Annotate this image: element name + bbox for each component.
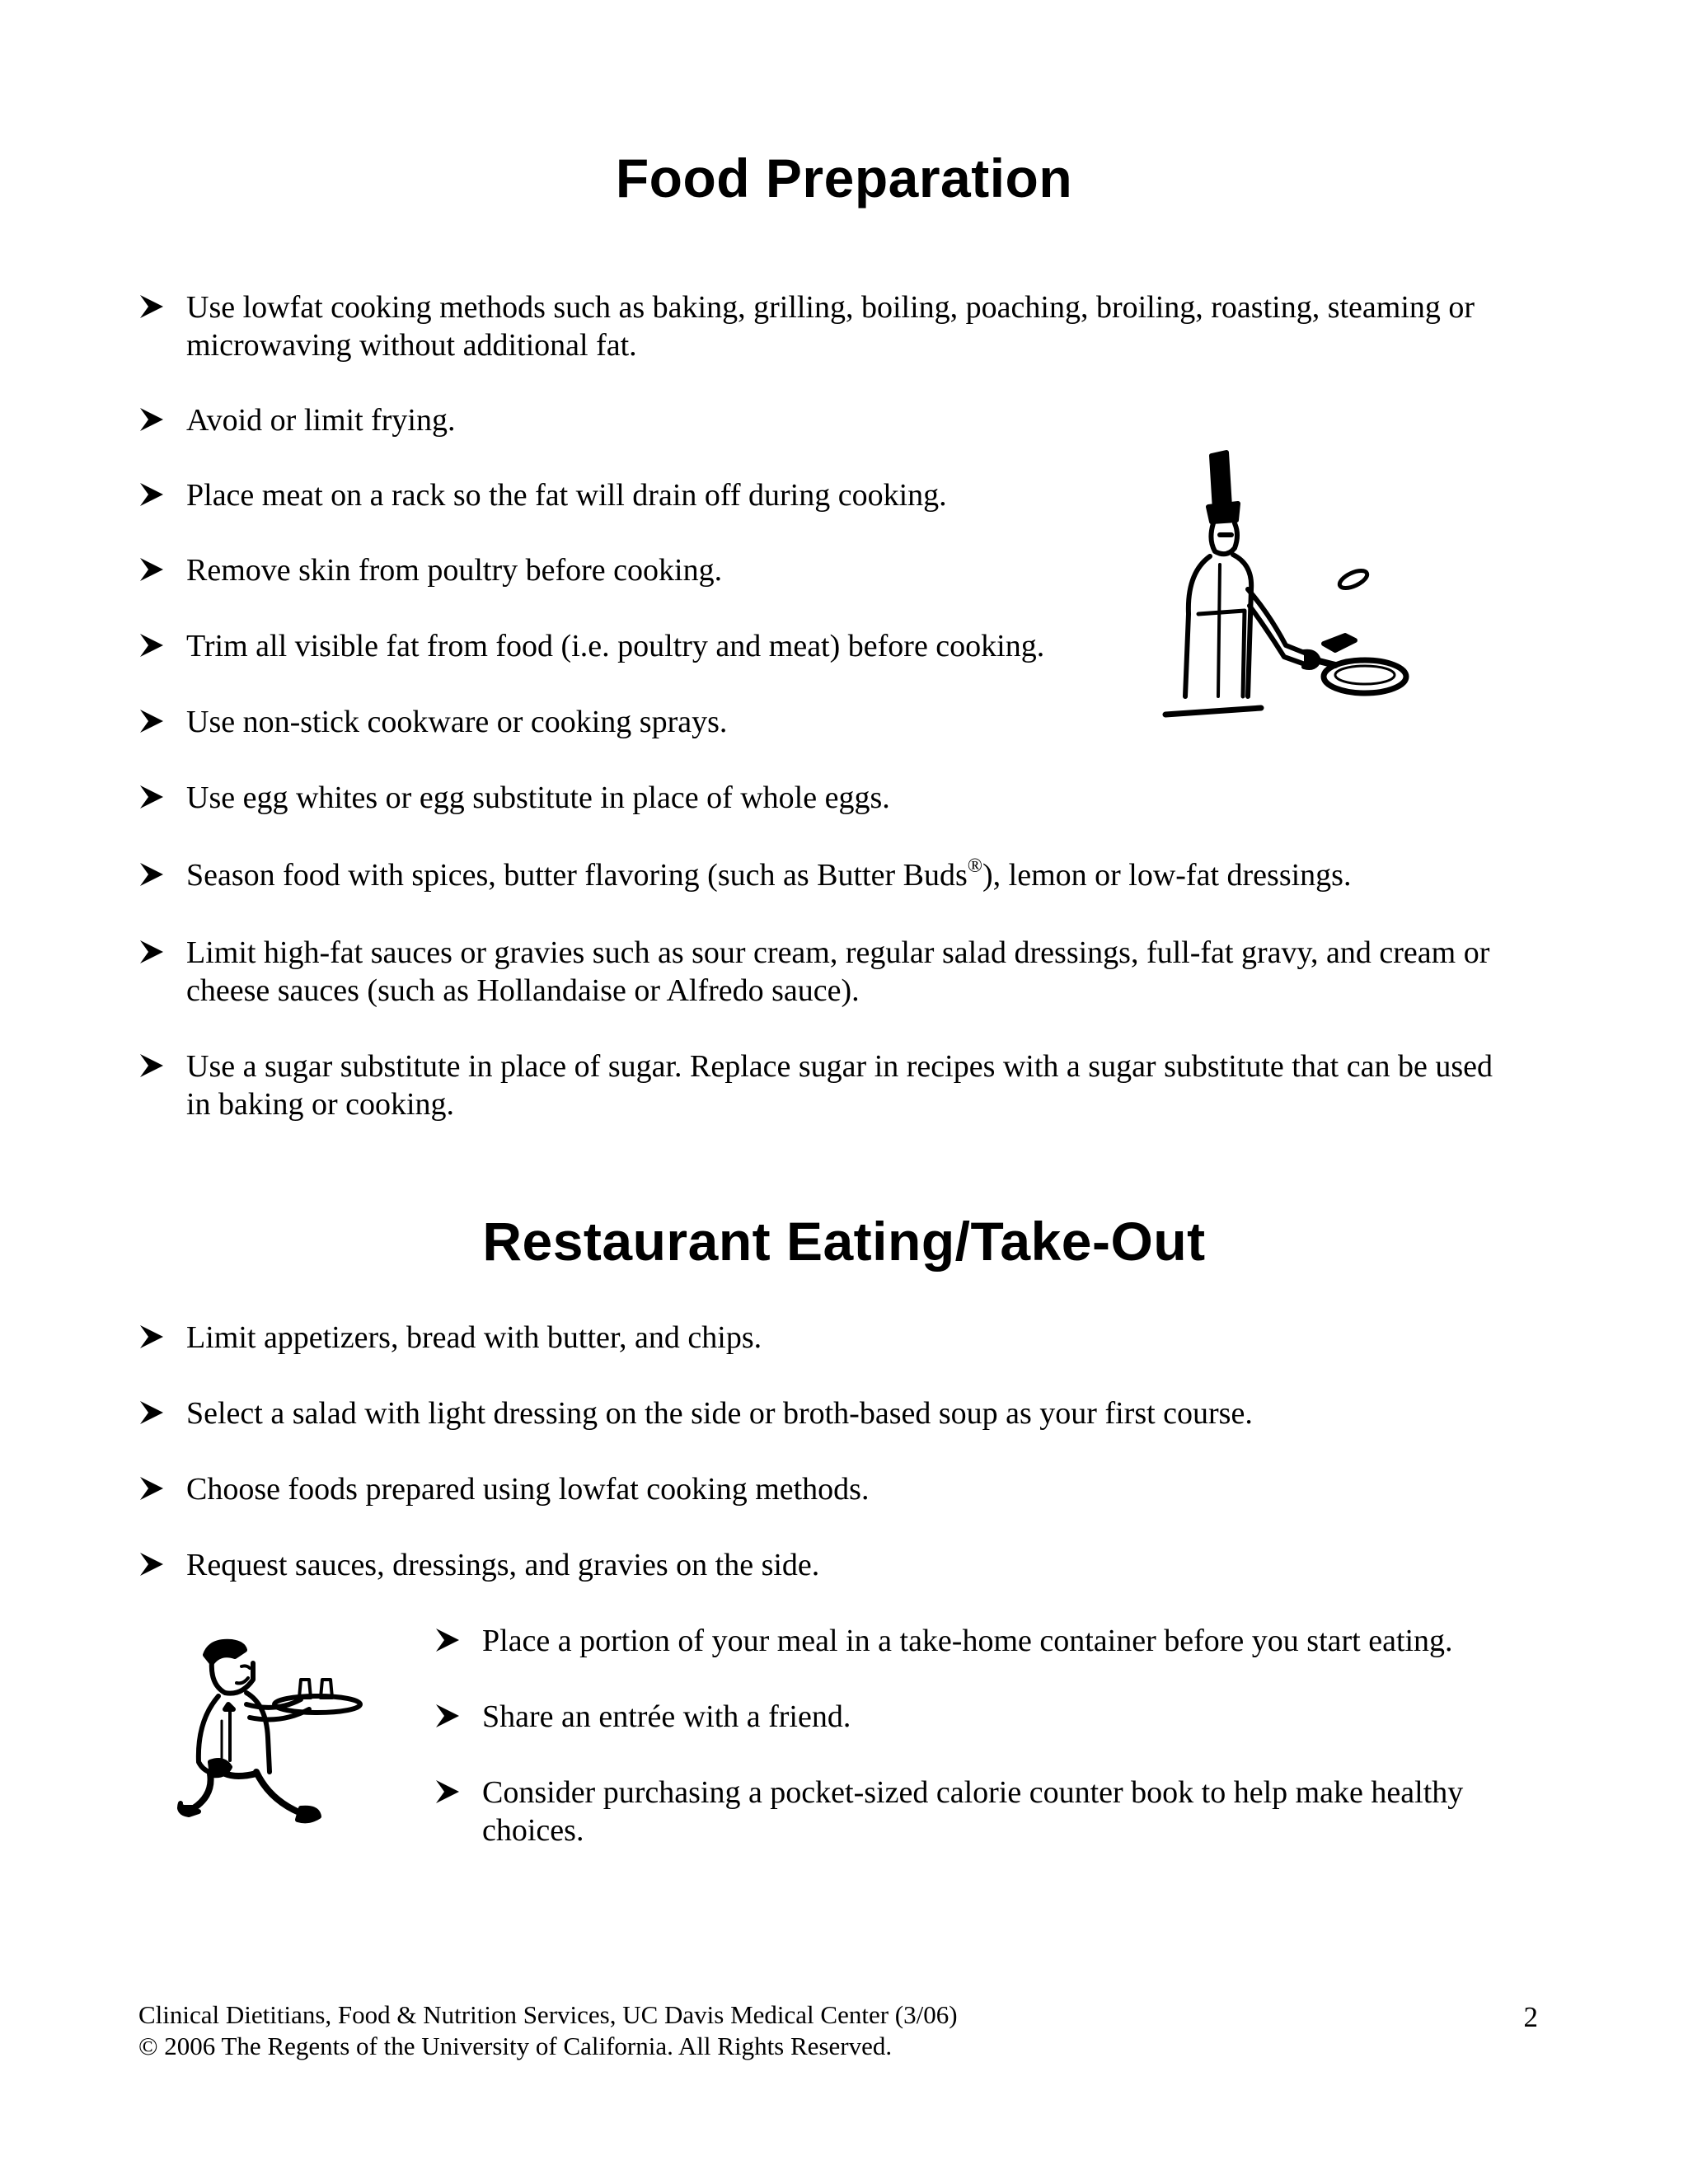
list-item-text: Place a portion of your meal in a take-home container before you start eating. — [482, 1624, 1453, 1658]
registered-mark: ® — [967, 855, 982, 877]
arrow-bullet-icon — [138, 1396, 165, 1429]
list-item-text: Place meat on a rack so the fat will drain off during cooking. — [186, 478, 947, 513]
season-text-before: Season food with spices, butter flavoring (such as Butter Buds — [186, 858, 968, 893]
arrow-bullet-icon — [434, 1775, 461, 1808]
footer-credit-line: Clinical Dietitians, Food & Nutrition Services, UC Davis Medical Center (3/06) — [138, 2000, 958, 2029]
list-item-text: Limit high-fat sauces or gravies such as sour cream, regular salad dressings, full-fat gravy, and cream or cheese sauces (such as Hollandaise or Alfredo sauce). — [186, 935, 1490, 1008]
arrow-bullet-icon — [138, 858, 165, 891]
list-item-text: Request sauces, dressings, and gravies on the side. — [186, 1548, 820, 1582]
list-item-text: Use a sugar substitute in place of sugar. Replace sugar in recipes with a sugar substitute that can be used in baking or cooking. — [186, 1049, 1493, 1122]
chef-cooking-with-frying-pan-icon — [1162, 449, 1409, 729]
arrow-bullet-icon — [138, 403, 165, 436]
arrow-bullet-icon — [138, 629, 165, 662]
footer-copyright-line: © 2006 The Regents of the University of California. All Rights Reserved. — [138, 2032, 893, 2060]
restaurant-eating-title: Restaurant Eating/Take-Out — [482, 1211, 1206, 1272]
list-item-text: Share an entrée with a friend. — [482, 1699, 851, 1734]
arrow-bullet-icon — [138, 1320, 165, 1353]
arrow-bullet-icon — [434, 1699, 461, 1732]
page-number: 2 — [1523, 2001, 1538, 2033]
arrow-bullet-icon — [138, 780, 165, 813]
arrow-bullet-icon — [138, 478, 165, 511]
arrow-bullet-icon — [138, 935, 165, 968]
list-item-text: Use non-stick cookware or cooking sprays. — [186, 705, 728, 739]
arrow-bullet-icon — [138, 1472, 165, 1505]
arrow-bullet-icon — [138, 290, 165, 323]
list-item-text: Choose foods prepared using lowfat cooking methods. — [186, 1472, 870, 1507]
arrow-bullet-icon — [138, 1049, 165, 1082]
arrow-bullet-icon — [138, 705, 165, 738]
food-preparation-title: Food Preparation — [615, 148, 1073, 209]
arrow-bullet-icon — [434, 1624, 461, 1657]
list-item-text — [186, 856, 1522, 894]
list-item-text: Select a salad with light dressing on the side or broth-based soup as your first course. — [186, 1396, 1253, 1431]
list-item-text: Remove skin from poultry before cooking. — [186, 553, 723, 588]
list-item-text: Trim all visible fat from food (i.e. poultry and meat) before cooking. — [186, 629, 1045, 663]
list-item-text: Use lowfat cooking methods such as baking, grilling, boiling, poaching, broiling, roasting, steaming or microwaving without additional fat. — [186, 290, 1475, 363]
waiter-carrying-tray-icon — [177, 1638, 392, 1836]
season-text-after: ), lemon or low-fat dressings. — [982, 858, 1352, 893]
footer — [138, 1999, 958, 2062]
arrow-bullet-icon — [138, 553, 165, 586]
list-item-text: Avoid or limit frying. — [186, 403, 456, 438]
arrow-bullet-icon — [138, 1548, 165, 1581]
list-item-text: Use egg whites or egg substitute in place of whole eggs. — [186, 780, 890, 815]
list-item-text: Limit appetizers, bread with butter, and chips. — [186, 1320, 762, 1355]
list-item-text: Consider purchasing a pocket-sized calorie counter book to help make healthy choices. — [482, 1775, 1464, 1848]
